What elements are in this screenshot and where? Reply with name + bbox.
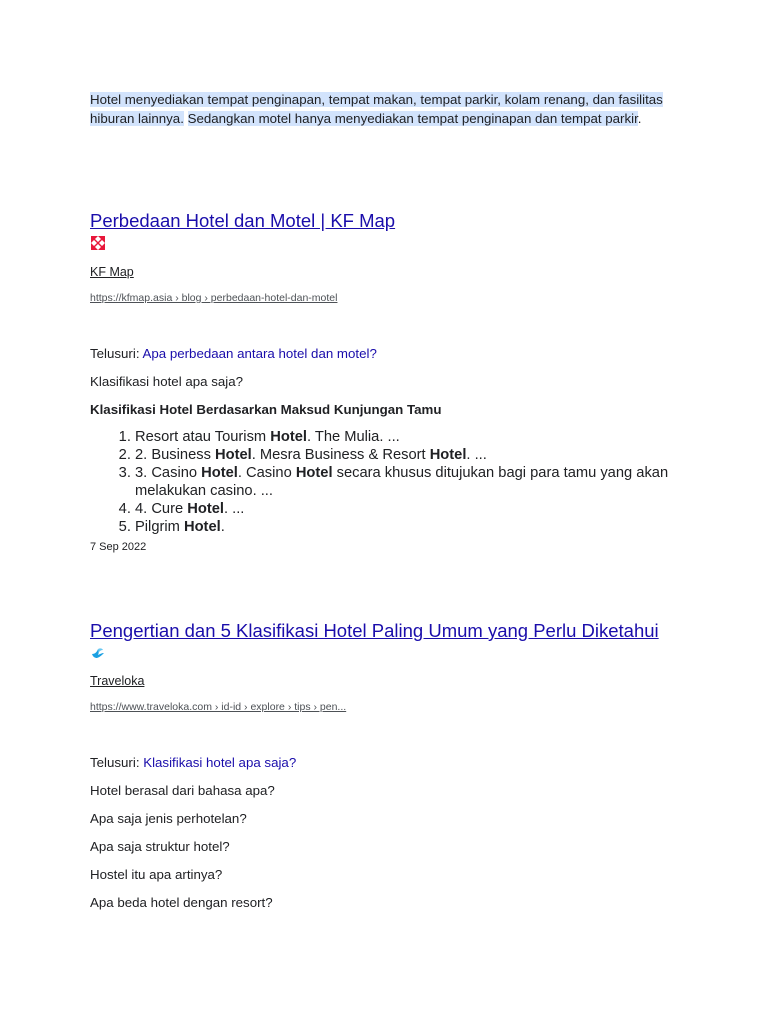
result2-question: Hotel berasal dari bahasa apa? (90, 783, 275, 798)
result1-question: Klasifikasi hotel apa saja? (90, 374, 244, 389)
result1-search-query-link[interactable]: Apa perbedaan antara hotel dan motel? (142, 346, 377, 361)
result2-search-query-link[interactable]: Klasifikasi hotel apa saja? (143, 755, 297, 770)
result2-source-name[interactable]: Traveloka (90, 674, 145, 688)
result1-search-line (90, 345, 377, 363)
result1-date: 7 Sep 2022 (90, 541, 147, 553)
intro-highlight-1: Hotel menyediakan tempat penginapan, tempat makan, tempat parkir, kolam renang, dan fasilitas hiburan lainnya. (90, 92, 663, 126)
result2-question: Apa saja jenis perhotelan? (90, 811, 247, 826)
list-item: 4. 4. Cure Hotel. ... (135, 500, 680, 518)
result2-question: Hostel itu apa artinya? (90, 867, 223, 882)
result2-question: Apa beda hotel dengan resort? (90, 895, 273, 910)
list-item: 1. Resort atau Tourism Hotel. The Mulia. ... (135, 428, 680, 446)
result1-title-link[interactable]: Perbedaan Hotel dan Motel | KF Map (90, 210, 396, 231)
result2-question: Apa saja struktur hotel? (90, 839, 230, 854)
result2-search-line (90, 754, 296, 772)
kfmap-logo-icon (90, 235, 106, 251)
intro-paragraph (90, 91, 680, 128)
result1-source-name[interactable]: KF Map (90, 265, 134, 279)
intro-end: . (637, 110, 642, 126)
result2-title-link[interactable]: Pengertian dan 5 Klasifikasi Hotel Paling Umum yang Perlu Diketahui (90, 620, 659, 641)
list-item: 3. 3. Casino Hotel. Casino Hotel secara khusus ditujukan bagi para tamu yang akan melakukan casino. ... (135, 464, 680, 500)
intro-highlight-2: Sedangkan motel hanya menyediakan tempat penginapan dan tempat parkir (187, 110, 638, 126)
classification-list (90, 428, 680, 536)
traveloka-bird-icon (90, 645, 106, 661)
list-item: 2. 2. Business Hotel. Mesra Business & Resort Hotel. ... (135, 446, 680, 464)
search-prefix: Telusuri: (90, 755, 144, 770)
list-item: 5. Pilgrim Hotel. (135, 518, 680, 536)
search-prefix: Telusuri: (90, 346, 143, 361)
result2-url[interactable]: https://www.traveloka.com › id-id › explore › tips › pen... (90, 701, 347, 713)
result1-heading: Klasifikasi Hotel Berdasarkan Maksud Kunjungan Tamu (90, 402, 442, 417)
result1-url[interactable]: https://kfmap.asia › blog › perbedaan-hotel-dan-motel (90, 292, 338, 304)
